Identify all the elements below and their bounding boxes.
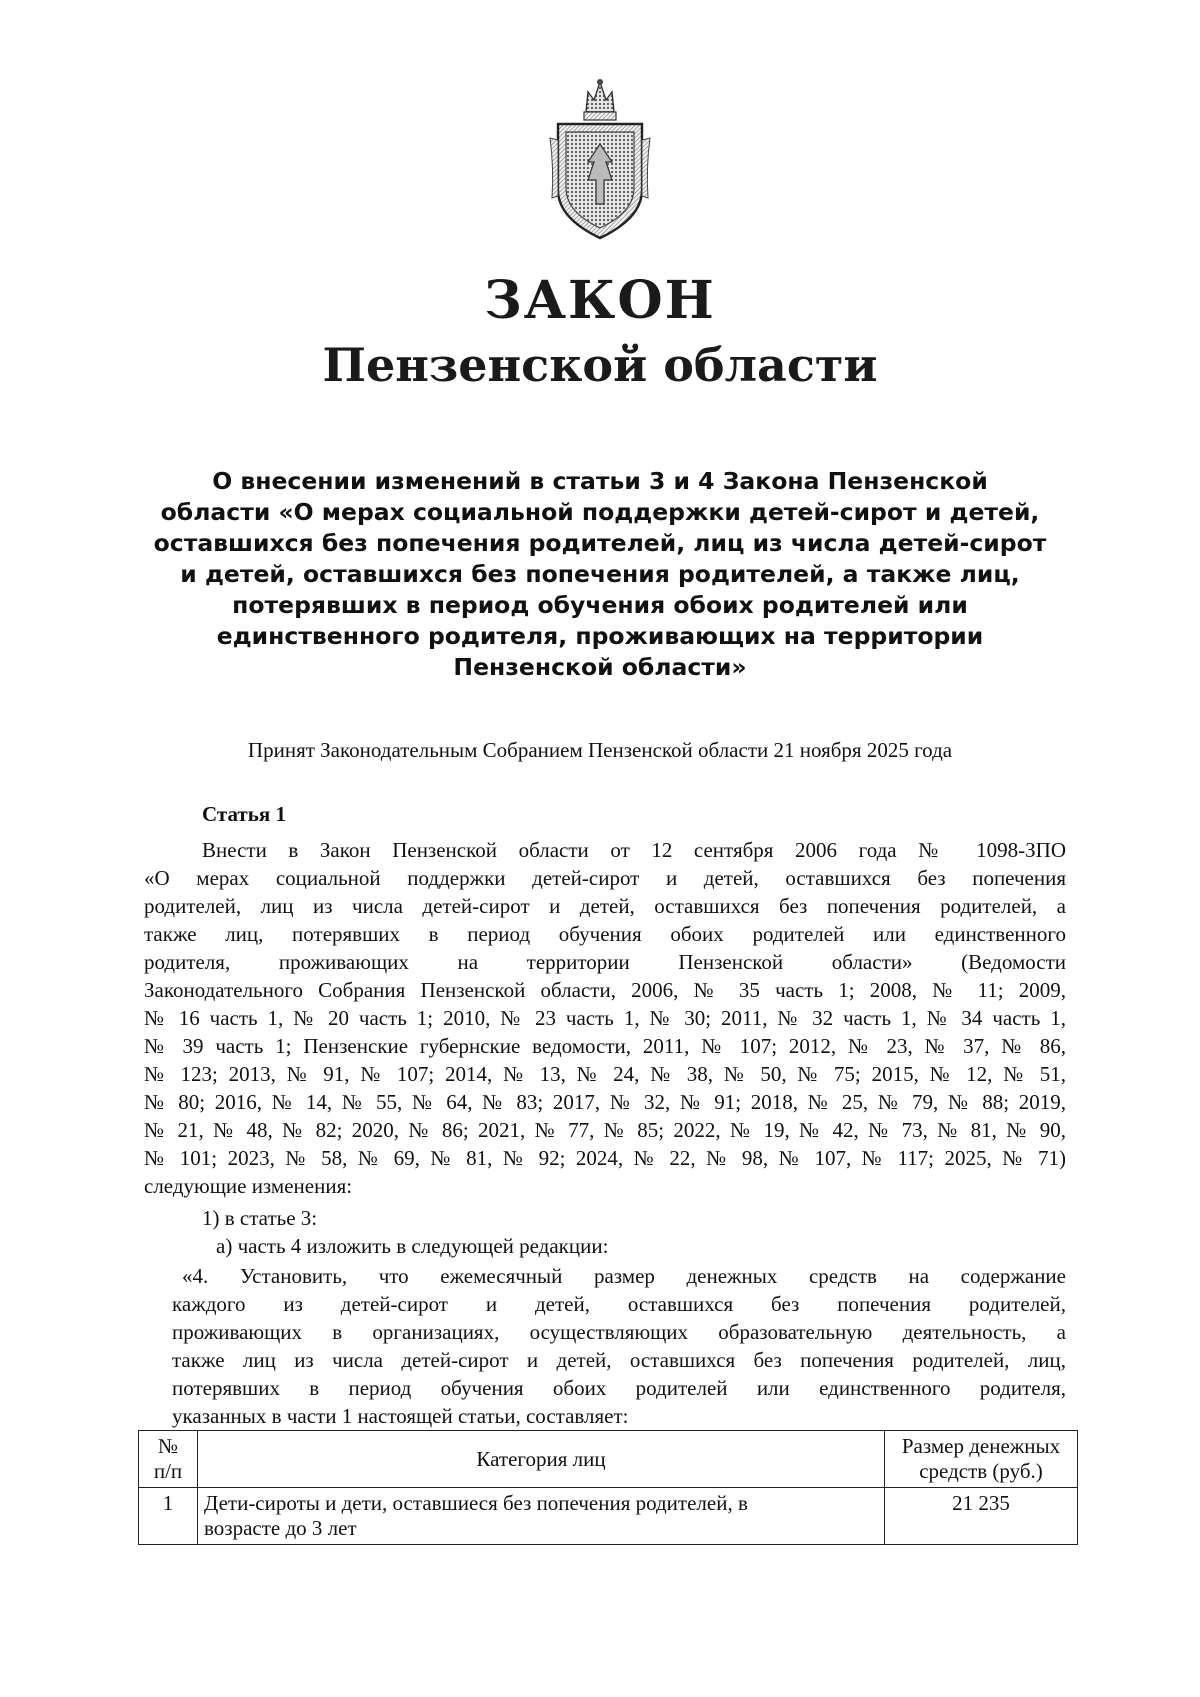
paragraph-line: Законодательного Собрания Пензенской области, 2006, № 35 часть 1; 2008, № 11; 2009, [144,978,1066,1002]
article-body [144,836,1066,1200]
quoted-amendment [172,1262,1066,1430]
allowance-table [138,1430,1078,1545]
header-number-line: № [157,1434,179,1458]
article-heading: Статья 1 [202,802,286,826]
quote-line: также лиц из числа детей-сирот и детей, оставшихся без попечения родителей, лиц, [172,1348,1066,1372]
cell-category-line: возрасте до 3 лет [204,1516,357,1540]
law-title: ЗАКОН [484,270,716,331]
cell-amount: 21 235 [885,1488,1078,1545]
quote-line: каждого из детей-сирот и детей, оставшихся без попечения родителей, [172,1292,1066,1316]
paragraph-line: № 101; 2023, № 58, № 69, № 81, № 92; 2024, № 22, № 98, № 107, № 117; 2025, № 71) [144,1146,1066,1170]
quote-line: указанных в части 1 настоящей статьи, составляет: [172,1404,629,1428]
subject-line: и детей, оставшихся без попечения родителей, а также лиц, [180,560,1020,588]
header-category: Категория лиц [198,1431,885,1488]
quote-line: потерявших в период обучения обоих родителей или единственного родителя, [172,1376,1066,1400]
quote-line: проживающих в организациях, осуществляющих образовательную деятельность, а [172,1320,1066,1344]
header-amount-line: средств (руб.) [919,1459,1043,1483]
paragraph-line: № 123; 2013, № 91, № 107; 2014, № 13, № 24, № 38, № 50, № 75; 2015, № 12, № 51, [144,1062,1066,1086]
paragraph-line: родителя, проживающих на территории Пензенской области» (Ведомости [144,950,1066,974]
subject-line: О внесении изменений в статьи 3 и 4 Закона Пензенской [212,467,988,495]
subject-line: потерявших в период обучения обоих родителей или [232,591,968,619]
paragraph-line: следующие изменения: [144,1174,353,1198]
coat-of-arms-emblem-icon [546,78,654,244]
subject-line: Пензенской области» [453,653,747,681]
header-number [139,1431,198,1488]
list-item-1: 1) в статье 3: [202,1206,318,1230]
paragraph-line: № 21, № 48, № 82; 2020, № 86; 2021, № 77, № 85; 2022, № 19, № 42, № 73, № 81, № 90, [144,1118,1066,1142]
cell-category-line: Дети-сироты и дети, оставшиеся без попечения родителей, в [204,1491,748,1515]
paragraph-line: № 16 часть 1, № 20 часть 1; 2010, № 23 часть 1, № 30; 2011, № 32 часть 1, № 34 часть 1, [144,1006,1066,1030]
subject-line: области «О мерах социальной поддержки детей-сирот и детей, [160,498,1040,526]
subject-line: единственного родителя, проживающих на территории [216,622,984,650]
law-subject [130,466,1070,683]
list-item-a: а) часть 4 изложить в следующей редакции: [216,1234,609,1258]
paragraph-line: № 80; 2016, № 14, № 55, № 64, № 83; 2017, № 32, № 91; 2018, № 25, № 79, № 88; 2019, [144,1090,1066,1114]
law-region: Пензенской области [322,338,878,392]
cell-number: 1 [139,1488,198,1545]
header-amount [885,1431,1078,1488]
quote-line: «4. Установить, что ежемесячный размер денежных средств на содержание [182,1264,1066,1288]
header-amount-line: Размер денежных [901,1434,1061,1458]
paragraph-line: также лиц, потерявших в период обучения обоих родителей или единственного [144,922,1066,946]
paragraph-line: «О мерах социальной поддержки детей-сирот и детей, оставшихся без попечения [144,866,1066,890]
table-row [139,1488,1078,1545]
paragraph-line: № 39 часть 1; Пензенские губернские ведомости, 2011, № 107; 2012, № 23, № 37, № 86, [144,1034,1066,1058]
subject-line: оставшихся без попечения родителей, лиц из числа детей-сирот [153,529,1047,557]
adoption-note: Принят Законодательным Собранием Пензенской области 21 ноября 2025 года [247,738,953,762]
table-header-row [139,1431,1078,1488]
cell-category [198,1488,885,1545]
header-number-line: п/п [153,1459,183,1483]
paragraph-line: родителей, лиц из числа детей-сирот и детей, оставшихся без попечения родителей, а [144,894,1066,918]
paragraph-line: Внести в Закон Пензенской области от 12 сентября 2006 года № 1098-ЗПО [202,838,1066,862]
